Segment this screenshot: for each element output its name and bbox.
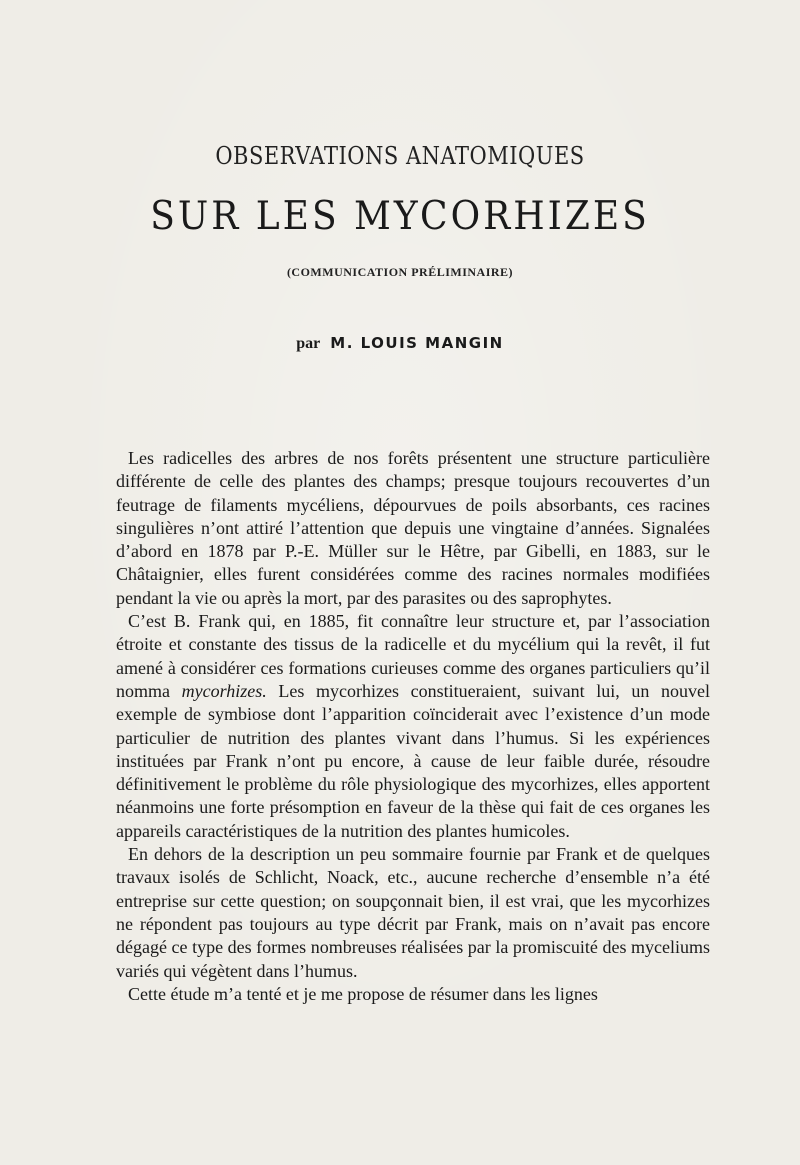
- paragraph-2-italic: mycorhizes.: [181, 680, 267, 701]
- paragraph-3: En dehors de la description un peu sommaire fournie par Frank et de quelques travaux isolés de Schlicht, Noack, etc., aucune recherche d’ensemble n’a été entreprise sur cette question; on soupçonnait bien, il est vrai, que les mycorhizes ne répondent pas toujours au type décrit par Frank, mais on n’avait pas encore dégagé ce type des formes nombreuses réalisées par la promiscuité des myceliums variés qui végètent dans l’humus.: [116, 844, 710, 981]
- author-line: [0, 334, 800, 353]
- author-prefix: par: [296, 335, 321, 352]
- subtitle: (COMMUNICATION PRÉLIMINAIRE): [286, 265, 514, 279]
- main-title: SUR LES MYCORHIZES: [150, 193, 650, 240]
- body-text: [116, 447, 710, 1006]
- paragraph-4: Cette étude m’a tenté et je me propose de résumer dans les lignes: [128, 983, 598, 1004]
- paragraph-2: [116, 610, 710, 843]
- author-name: M. LOUIS MANGIN: [330, 334, 504, 352]
- title-line: OBSERVATIONS ANATOMIQUES: [215, 142, 585, 170]
- paragraph-2-after: Les mycorhizes constitueraient, suivant lui, un nouvel exemple de symbiose dont l’apparition coïnciderait avec l’existence d’un mode particulier de nutrition des plantes vivant dans l’humus. Si les expériences instituées par Frank n’ont pu encore, à cause de leur faible durée, résoudre définitivement le problème du rôle physiologique des mycorhizes, elles apportent néanmoins une forte présomption en faveur de la thèse qui fait de ces organes les appareils caractéristiques de la nutrition des plantes humicoles.: [116, 680, 710, 841]
- paragraph-2-before: C’est B. Frank qui, en 1885, fit connaître leur structure et, par l’association étroite et constante des tissus de la radicelle et du mycélium qui la revêt, il fut amené à considérer ces formations curieuses comme des organes particuliers qu’il nomma: [116, 611, 710, 701]
- paragraph-1: Les radicelles des arbres de nos forêts présentent une structure particulière différente de celle des plantes des champs; presque toujours recouvertes d’un feutrage de filaments mycéliens, dépourvues de poils absorbants, ces racines singulières n’ont attiré l’attention que depuis une vingtaine d’années. Signalées d’abord en 1878 par P.-E. Müller sur le Hêtre, par Gibelli, en 1883, sur le Châtaignier, elles furent considérées comme des racines normales modifiées pendant la vie ou après la mort, par des parasites ou des saprophytes.: [116, 448, 710, 608]
